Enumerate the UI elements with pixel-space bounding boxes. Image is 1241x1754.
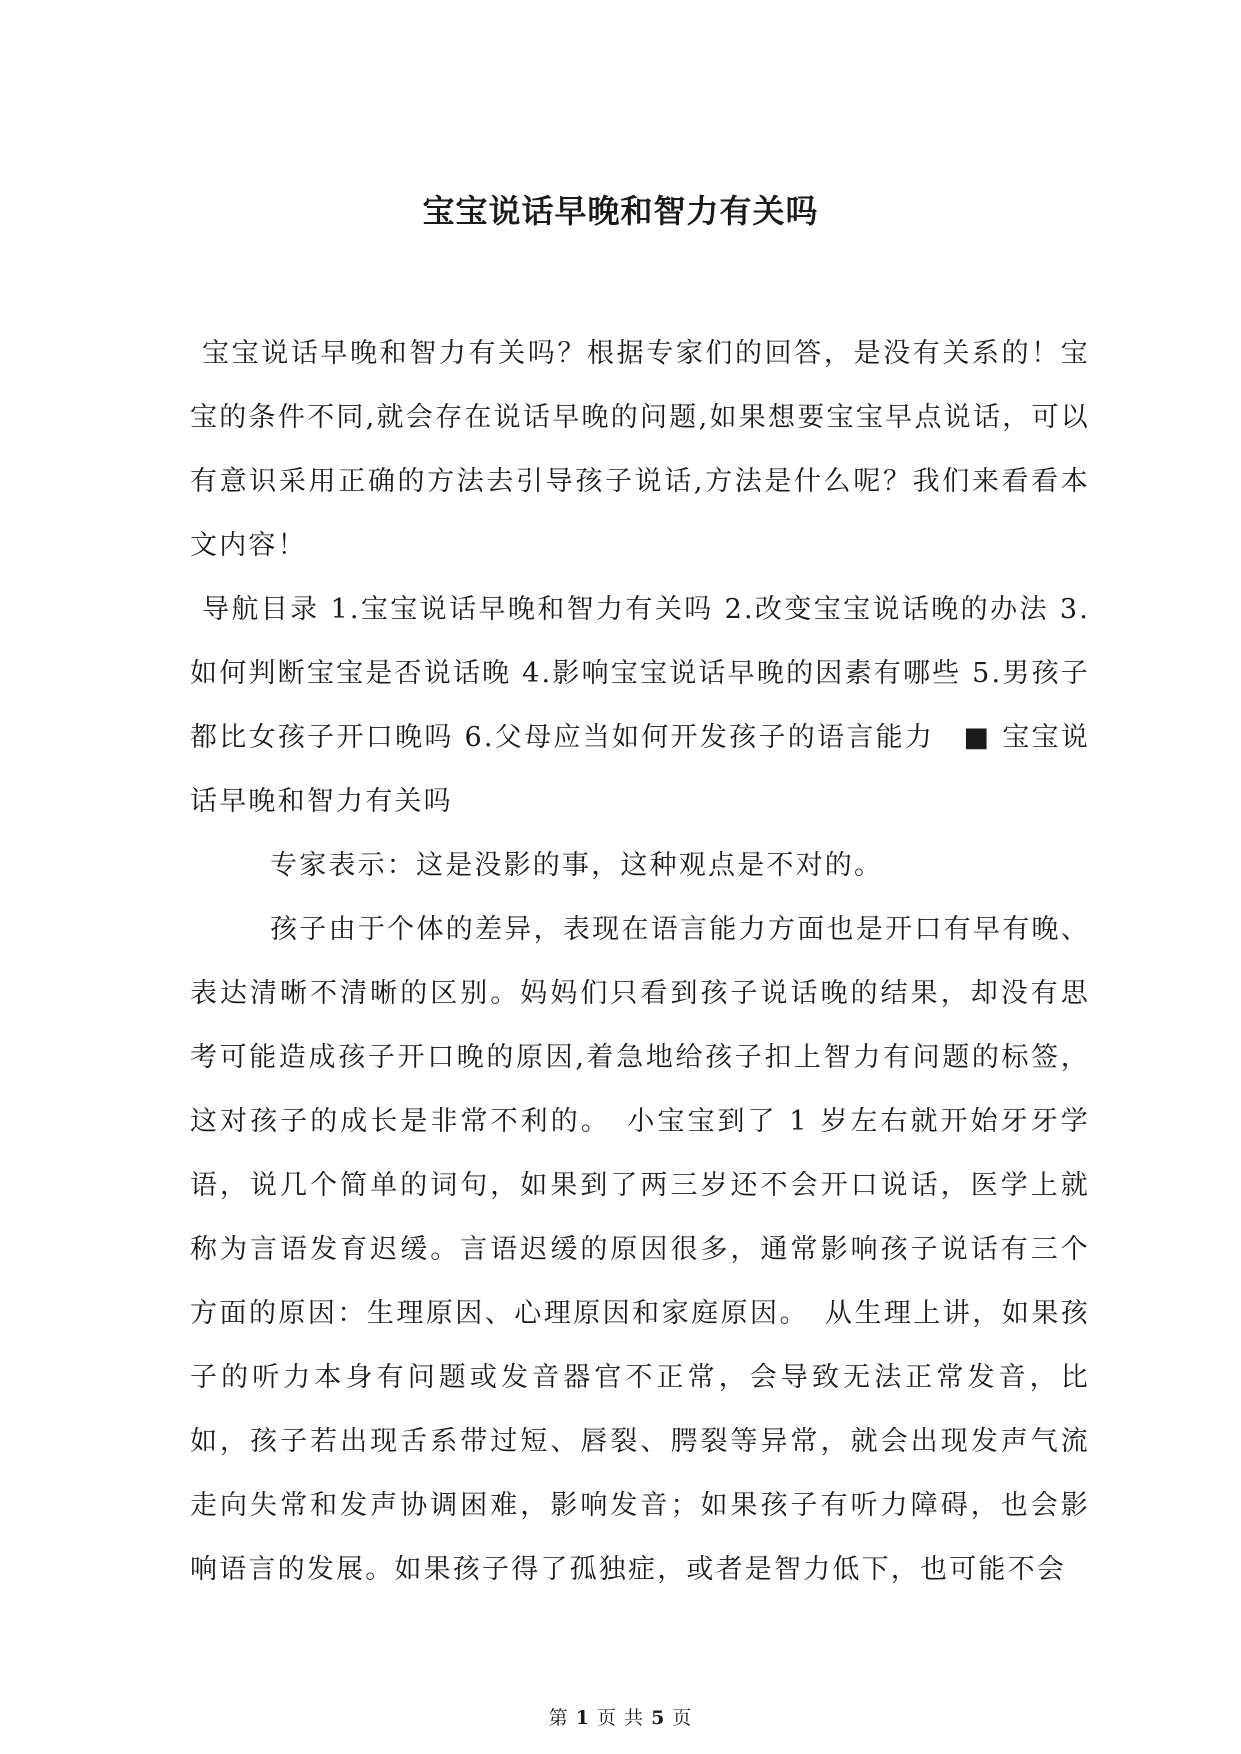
- navigation-paragraph: 导航目录 1.宝宝说话早晚和智力有关吗 2.改变宝宝说话晚的办法 3.如何判断宝宝是否说话晚 4.影响宝宝说话早晚的因素有哪些 5.男孩子都比女孩子开口晚吗 6.父母应当如何开发孩子的语言能力 ■ 宝宝说话早晚和智力有关吗: [190, 594, 1090, 817]
- footer-prefix: 第: [548, 1707, 569, 1729]
- footer-middle: 页 共: [596, 1707, 645, 1729]
- explanation-paragraph: 孩子由于个体的差异，表现在语言能力方面也是开口有早有晚、表达清晰不清晰的区别。妈妈们只看到孩子说话晚的结果，却没有思考可能造成孩子开口晚的原因,着急地给孩子扣上智力有问题的标签，这对孩子的成长是非常不利的。 小宝宝到了 1 岁左右就开始牙牙学语，说几个简单的词句，如果到了两三岁还不会开口说话，医学上就称为言语发育迟缓。言语迟缓的原因很多，通常影响孩子说话有三个方面的原因：生理原因、心理原因和家庭原因。 从生理上讲，如果孩子的听力本身有问题或发音器官不正常，会导致无法正常发音，比如，孩子若出现舌系带过短、唇裂、腭裂等异常，就会出现发声气流走向失常和发声协调困难，影响发音；如果孩子有听力障碍，也会影响语言的发展。如果孩子得了孤独症，或者是智力低下，也可能不会: [190, 914, 1090, 1585]
- document-body: [190, 322, 1090, 1602]
- footer-current-page: 1: [575, 1707, 590, 1729]
- document-title: 宝宝说话早晚和智力有关吗: [422, 192, 819, 230]
- page-footer: [0, 1706, 1241, 1730]
- expert-statement-paragraph: 专家表示：这是没影的事，这种观点是不对的。: [270, 850, 884, 881]
- intro-paragraph: 宝宝说话早晚和智力有关吗？根据专家们的回答，是没有关系的！宝宝的条件不同,就会存在说话早晚的问题,如果想要宝宝早点说话，可以有意识采用正确的方法去引导孩子说话,方法是什么呢？我们来看看本文内容！: [190, 338, 1090, 561]
- footer-total-pages: 5: [651, 1707, 666, 1729]
- footer-suffix: 页: [672, 1707, 693, 1729]
